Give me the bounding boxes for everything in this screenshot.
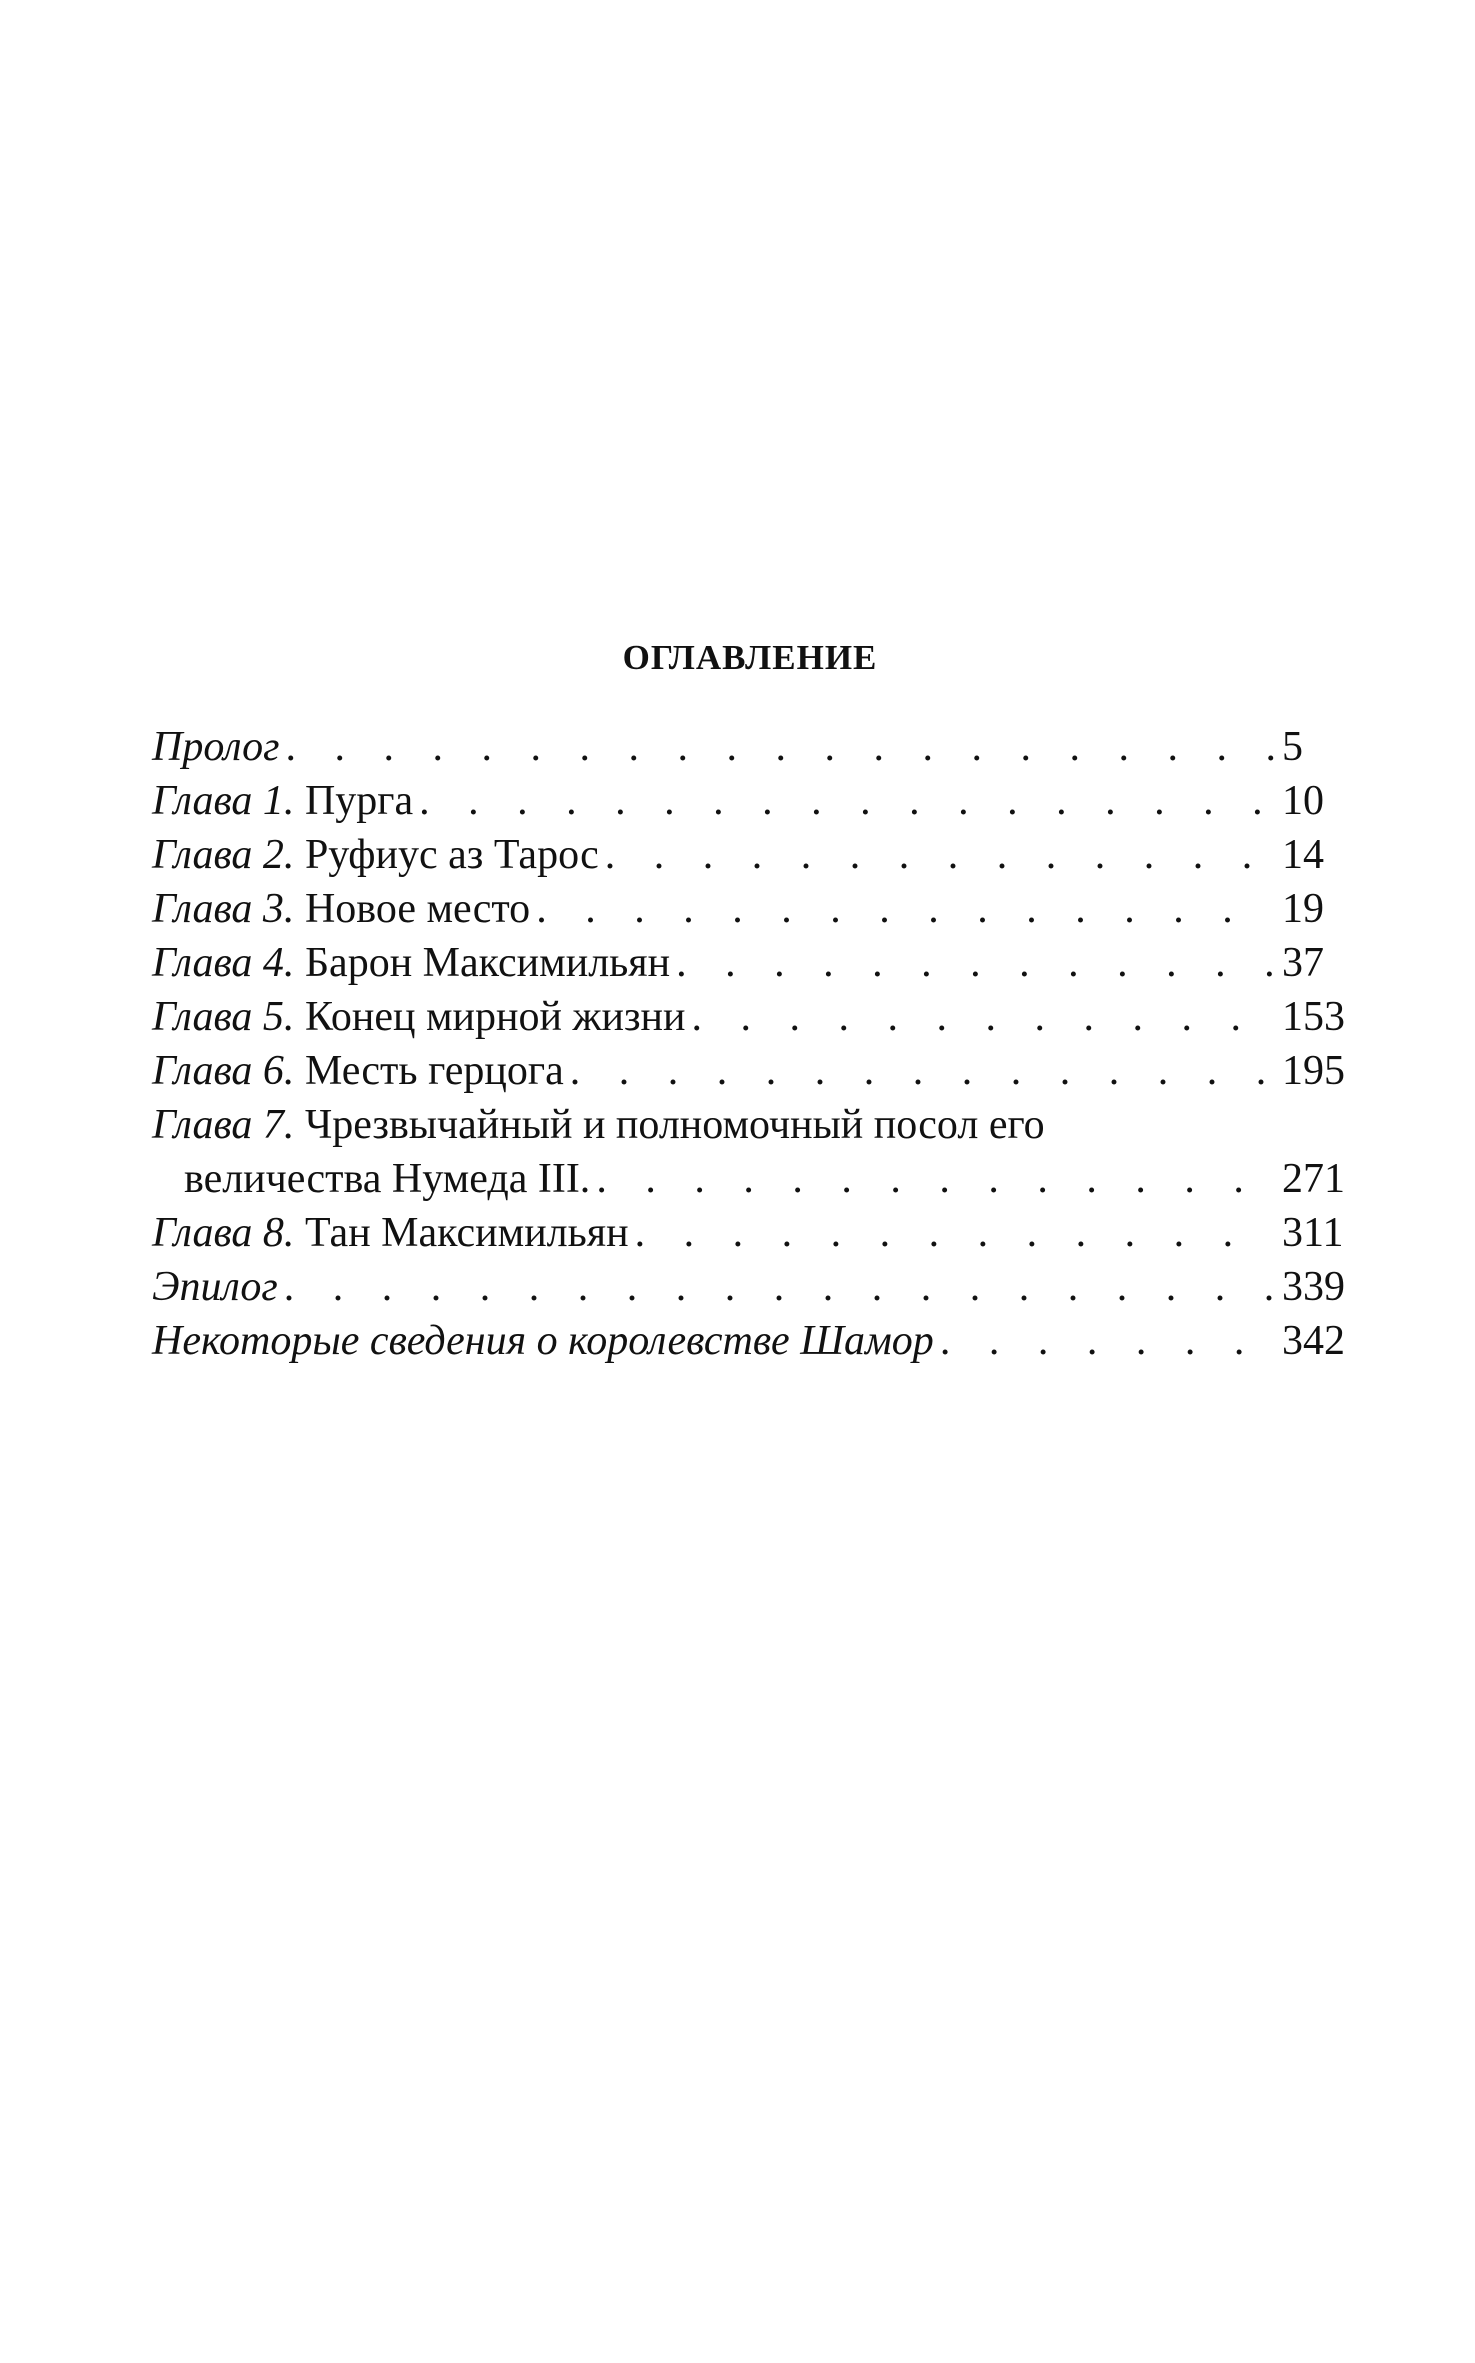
entry-label: Глава 2. Руфиус аз Тарос bbox=[152, 832, 599, 878]
dot-leader bbox=[536, 882, 1274, 936]
dot-leader bbox=[284, 1260, 1274, 1314]
dot-leader bbox=[635, 1206, 1274, 1260]
dot-leader bbox=[596, 1152, 1274, 1206]
entry-label: Глава 5. Конец мирной жизни bbox=[152, 994, 686, 1040]
dot-leader bbox=[940, 1314, 1274, 1368]
page-number: 195 bbox=[1282, 1048, 1345, 1094]
toc-entry-epilogue[interactable] bbox=[152, 1260, 1348, 1314]
table-of-contents bbox=[152, 632, 1348, 1368]
page-number: 37 bbox=[1282, 940, 1324, 986]
dot-leader bbox=[692, 990, 1274, 1044]
entry-label-continued: величества Нумеда III. bbox=[184, 1156, 591, 1202]
entry-label: Эпилог bbox=[152, 1264, 278, 1310]
entry-label: Некоторые сведения о королевстве Шамор bbox=[152, 1318, 934, 1364]
toc-entry-appendix[interactable] bbox=[152, 1314, 1348, 1368]
dot-leader bbox=[605, 828, 1274, 882]
page-number: 14 bbox=[1282, 832, 1324, 878]
dot-leader bbox=[570, 1044, 1274, 1098]
toc-entry-chapter-7[interactable] bbox=[152, 1098, 1348, 1152]
toc-entry-chapter-3[interactable] bbox=[152, 882, 1348, 936]
page-number: 311 bbox=[1282, 1210, 1344, 1256]
entry-label: Глава 4. Барон Максимильян bbox=[152, 940, 671, 986]
page-number: 5 bbox=[1282, 724, 1303, 770]
dot-leader bbox=[286, 720, 1275, 774]
entry-label: Пролог bbox=[152, 724, 280, 770]
page-number: 339 bbox=[1282, 1264, 1345, 1310]
entry-label: Глава 6. Месть герцога bbox=[152, 1048, 564, 1094]
page-number: 271 bbox=[1282, 1156, 1345, 1202]
entry-label: Глава 3. Новое место bbox=[152, 886, 531, 932]
toc-entry-chapter-7-continued[interactable] bbox=[152, 1152, 1348, 1206]
entry-label: Глава 8. Тан Максимильян bbox=[152, 1210, 629, 1256]
page-number: 19 bbox=[1282, 886, 1324, 932]
toc-entry-chapter-8[interactable] bbox=[152, 1206, 1348, 1260]
page-number: 342 bbox=[1282, 1318, 1345, 1364]
dot-leader bbox=[419, 774, 1274, 828]
toc-entry-chapter-1[interactable] bbox=[152, 774, 1348, 828]
toc-entry-chapter-6[interactable] bbox=[152, 1044, 1348, 1098]
dot-leader bbox=[676, 936, 1274, 990]
entry-label: Глава 1. Пурга bbox=[152, 778, 414, 824]
toc-entry-chapter-2[interactable] bbox=[152, 828, 1348, 882]
toc-title: ОГЛАВЛЕНИЕ bbox=[622, 638, 878, 677]
page-number: 153 bbox=[1282, 994, 1345, 1040]
toc-entry-prologue[interactable] bbox=[152, 720, 1348, 774]
entry-label: Глава 7. Чрезвычайный и полномочный посол его bbox=[152, 1102, 1045, 1148]
toc-entry-chapter-5[interactable] bbox=[152, 990, 1348, 1044]
page-number: 10 bbox=[1282, 778, 1324, 824]
toc-entry-chapter-4[interactable] bbox=[152, 936, 1348, 990]
